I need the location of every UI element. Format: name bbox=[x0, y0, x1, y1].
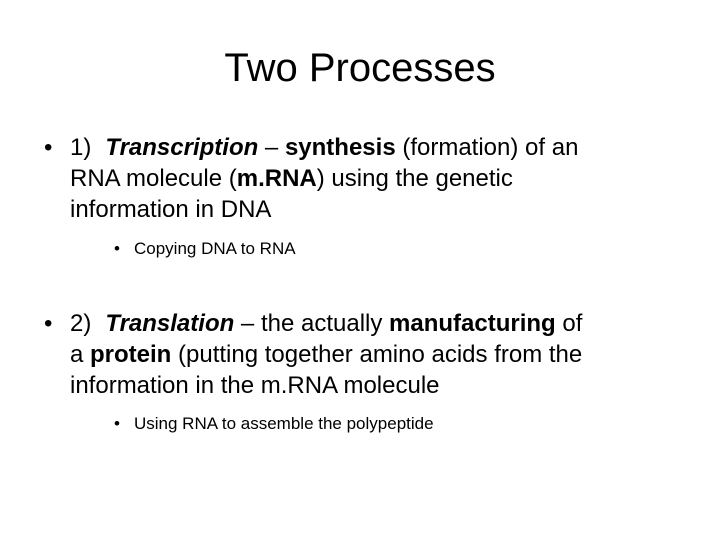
sub-bullet-marker: • bbox=[114, 239, 120, 258]
sub-bullet-text: Copying DNA to RNA bbox=[134, 239, 296, 258]
dash: – bbox=[258, 134, 285, 161]
text-fragment: ) using the genetic bbox=[316, 165, 513, 192]
bullet-line bbox=[70, 308, 700, 339]
sub-bullet-text: Using RNA to assemble the polypeptide bbox=[134, 414, 434, 433]
bold-term: synthesis bbox=[284, 134, 396, 161]
bullet-text bbox=[70, 132, 700, 225]
bullet-line bbox=[70, 132, 700, 163]
text-fragment: (formation) of an bbox=[395, 134, 579, 161]
bullet-line bbox=[70, 163, 700, 194]
sub-bullet-translation bbox=[114, 413, 434, 435]
bold-term: m.RNA bbox=[236, 165, 317, 192]
bullet-line bbox=[70, 339, 700, 370]
bullet-marker: • bbox=[44, 310, 53, 337]
sub-bullet-transcription bbox=[114, 238, 296, 260]
bullet-text bbox=[70, 308, 700, 401]
term-transcription: Transcription bbox=[105, 134, 259, 161]
text-fragment: (putting together amino acids from the bbox=[171, 341, 583, 368]
sub-bullet-marker: • bbox=[114, 414, 120, 433]
term-translation: Translation bbox=[105, 310, 235, 337]
bold-term: protein bbox=[90, 341, 172, 368]
text-fragment: of bbox=[555, 310, 583, 337]
text-fragment: RNA molecule ( bbox=[70, 165, 237, 192]
text-fragment: the actually bbox=[260, 310, 390, 337]
bold-term: manufacturing bbox=[389, 310, 556, 337]
bullet-number: 1) bbox=[70, 134, 92, 161]
bullet-marker: • bbox=[44, 134, 53, 161]
dash: – bbox=[234, 310, 261, 337]
text-fragment: a bbox=[70, 341, 91, 368]
bullet-line: information in DNA bbox=[70, 196, 272, 223]
bullet-number: 2) bbox=[70, 310, 92, 337]
bullet-line: information in the m.RNA molecule bbox=[70, 372, 440, 399]
slide-title: Two Processes bbox=[224, 46, 496, 90]
